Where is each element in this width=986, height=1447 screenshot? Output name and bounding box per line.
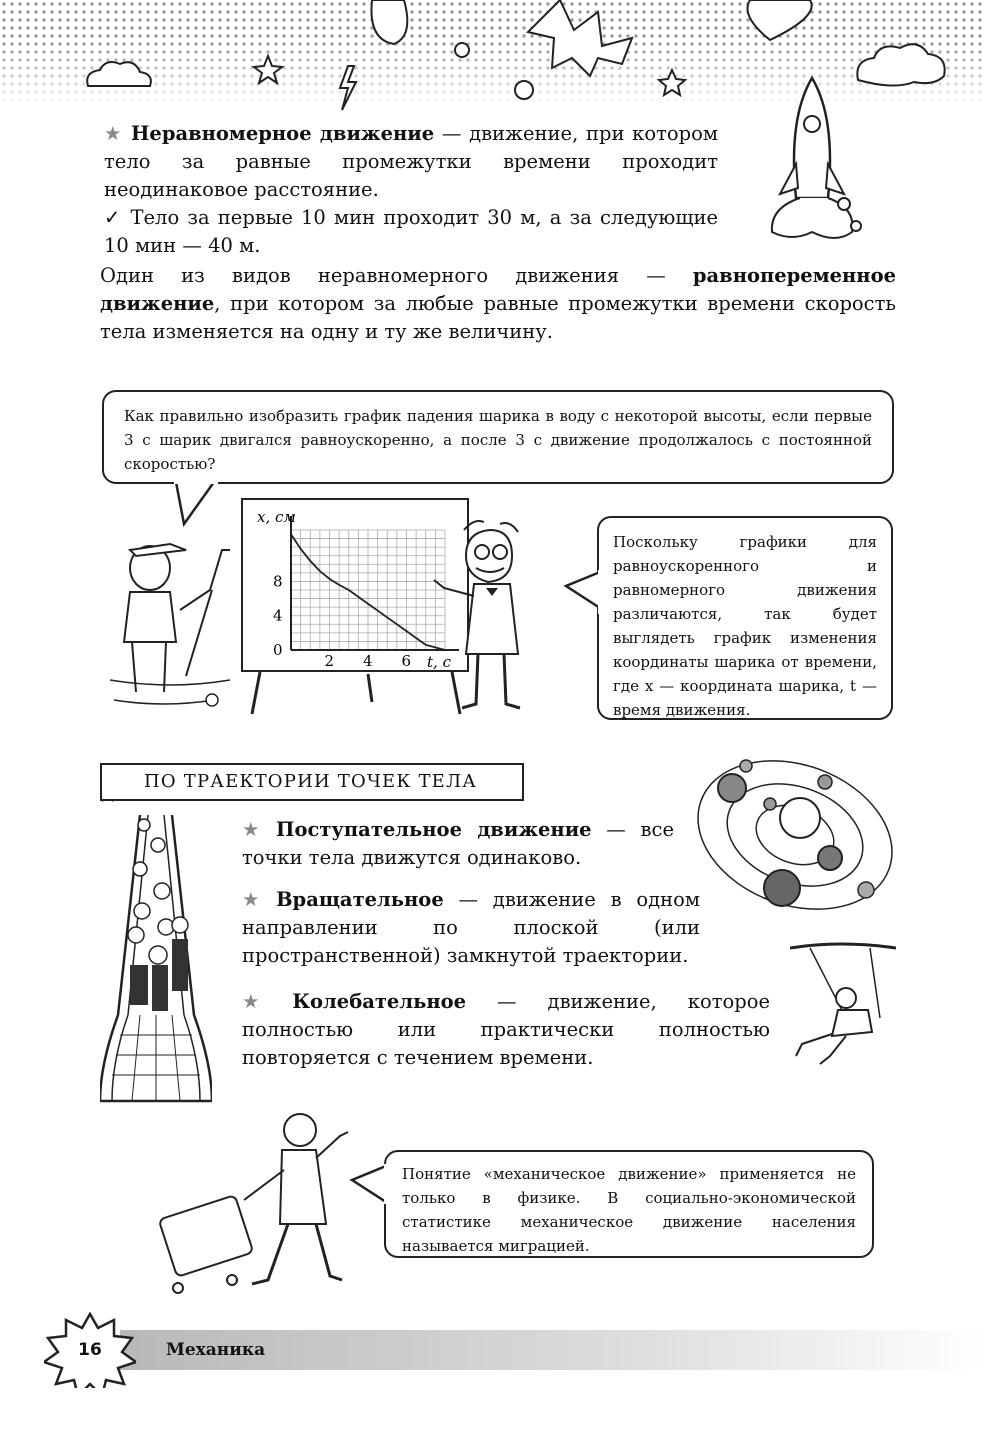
section-heading-text: ПО ТРАЕКТОРИИ ТОЧЕК ТЕЛА — [144, 771, 478, 792]
rotational-paragraph — [242, 886, 700, 970]
question-text: Как правильно изобразить график падения шарика в воду с некоторой высоты, если первые 3 с шарик двигался равноускоренно, а после 3 с движение продолжалось с постоянной скоростью? — [124, 407, 872, 473]
translational-term: Поступательное движение — [276, 818, 592, 841]
cloud-left-icon — [87, 62, 151, 86]
lightning-icon — [340, 66, 356, 110]
heart-icon — [748, 0, 812, 40]
professor-illustration — [430, 520, 580, 720]
chapter-title: Механика — [166, 1340, 266, 1360]
star-bullet-icon: ★ — [104, 122, 123, 145]
example-text: Тело за первые 10 мин проходит 30 м, а за следующие 10 мин — 40 м. — [104, 206, 719, 257]
cloud-right-icon — [857, 44, 944, 85]
check-icon: ✓ — [104, 206, 123, 229]
chart-grid — [291, 530, 445, 650]
star-bullet-icon: ★ — [242, 888, 269, 911]
star-bullet-icon: ★ — [242, 990, 285, 1013]
golfer-illustration — [100, 520, 250, 720]
uneven-motion-definition: — движение, при котором тело за равные промежутки времени проходит неодинаковое расстояние. — [104, 122, 719, 201]
variable-motion-definition: , при котором за любые равные промежутки времени скорость тела изменяется на одну и ту же величину. — [100, 292, 896, 343]
oscillating-term: Колебательное — [292, 990, 467, 1013]
y-axis-label: x, см — [257, 508, 296, 526]
answer-text: Поскольку графики для равноускоренного и равномерного движения различаются, так будет выглядеть график изменения координаты шарика от времени, где x — координата шарика, t — время движения. — [613, 533, 877, 719]
burst-icon — [528, 0, 632, 76]
star-outline-icon — [659, 70, 685, 95]
section-heading — [100, 763, 524, 801]
variable-motion-paragraph — [100, 262, 896, 346]
translational-definition: — все точки тела движутся одинаково. — [242, 818, 675, 869]
uneven-motion-term: Неравномерное движение — [131, 122, 435, 145]
answer-bubble — [597, 516, 893, 720]
bubble-dot-icon — [455, 43, 469, 57]
swing-illustration — [790, 940, 896, 1070]
variable-motion-term: равнопеременное движение — [100, 264, 896, 315]
rotational-definition: — движение в одном направлении по плоской (или пространственной) замкнутой траектории. — [242, 888, 701, 967]
x-tick-label: 6 — [401, 652, 412, 670]
page-number: 16 — [78, 1340, 102, 1360]
oscillating-paragraph — [242, 988, 770, 1072]
x-axis-label: t, с — [427, 653, 451, 670]
y-tick-labels — [273, 572, 283, 659]
migration-bubble — [384, 1150, 874, 1258]
migration-text: Понятие «механическое движение» применяется не только в физике. В социально-экономической статистике механическое движение населения называется миграцией. — [402, 1165, 856, 1255]
rocket-illustration — [760, 74, 870, 250]
y-tick-label: 8 — [273, 572, 283, 591]
variable-motion-lead: Один из видов неравномерного движения — — [100, 264, 693, 287]
traveler-illustration — [150, 1110, 350, 1300]
solar-system-illustration — [690, 740, 900, 920]
star-small-icon — [254, 56, 282, 83]
bubble-dot-icon — [515, 81, 533, 99]
translational-paragraph — [242, 816, 674, 872]
migration-bubble-tail — [348, 1164, 388, 1204]
escalator-illustration — [100, 815, 212, 1105]
answer-bubble-tail — [562, 570, 602, 614]
blob-icon — [371, 0, 407, 44]
x-tick-label: 2 — [324, 652, 335, 670]
y-tick-label: 0 — [273, 641, 283, 659]
x-tick-labels — [325, 652, 412, 670]
oscillating-definition: — движение, которое полностью или практически полностью повторяется с течением времени. — [242, 990, 770, 1069]
y-tick-label: 4 — [273, 606, 283, 625]
x-tick-label: 4 — [363, 652, 373, 670]
question-bubble — [102, 390, 894, 484]
example-paragraph — [104, 204, 718, 260]
rotational-term: Вращательное — [276, 888, 444, 911]
star-bullet-icon: ★ — [242, 818, 269, 841]
uneven-motion-paragraph — [104, 120, 718, 204]
